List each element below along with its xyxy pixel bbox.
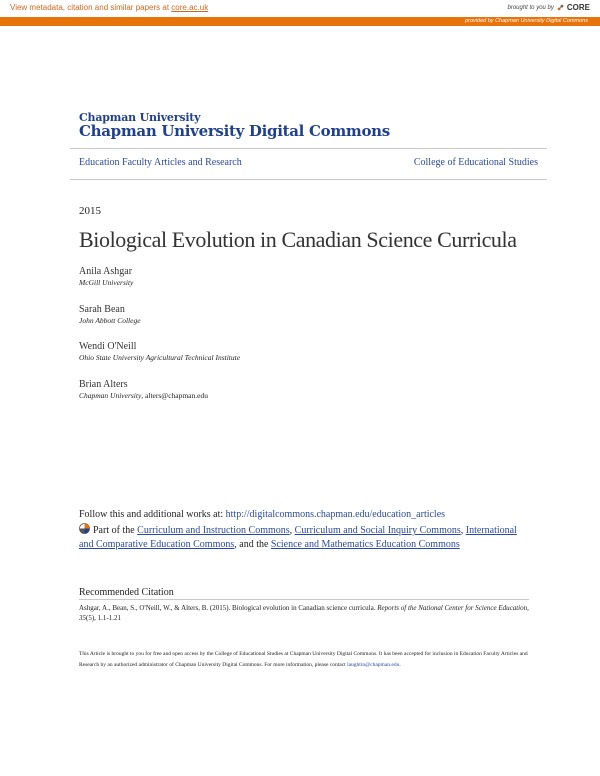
core-metadata-text: View metadata, citation and similar papers at [10, 3, 172, 12]
provided-by-text: provided by Chapman University Digital Commons [465, 18, 588, 24]
citation-text [79, 603, 529, 623]
notice-end: . [399, 661, 401, 668]
author-email: alters@chapman.edu [145, 391, 208, 400]
follow-line [79, 509, 445, 520]
author-affiliation: John Abbott College [79, 316, 141, 325]
contact-email-link[interactable]: laughtin@chapman.edu [347, 661, 400, 668]
commons-link[interactable]: International and Comparative Education Commons [79, 525, 517, 550]
publication-year: 2015 [79, 205, 101, 217]
author-entry [79, 266, 133, 288]
bepress-network-icon [79, 523, 90, 534]
author-name: Wendi O'Neill [79, 341, 137, 352]
core-metadata-notice [10, 3, 208, 12]
provided-by-bar [0, 17, 600, 26]
part-of-prefix: Part of the [93, 525, 138, 536]
separator: , [289, 525, 295, 536]
author-name: Sarah Bean [79, 304, 125, 315]
nav-bottom-divider [70, 179, 547, 180]
commons-link[interactable]: Curriculum and Instruction Commons [137, 525, 290, 536]
recommended-citation-heading: Recommended Citation [79, 587, 174, 598]
author-name: Brian Alters [79, 379, 128, 390]
collection-url-link[interactable]: http://digitalcommons.chapman.edu/education_articles [225, 509, 446, 520]
commons-link[interactable]: Curriculum and Social Inquiry Commons [294, 525, 461, 536]
core-banner [0, 0, 600, 16]
citation-authors-title: Ashgar, A., Bean, S., O'Neill, W., & Alters, B. (2015). Biological evolution in Canadian science curricula. [79, 604, 378, 612]
nav-college-link[interactable]: College of Educational Studies [413, 157, 538, 168]
core-brought-by [508, 3, 591, 12]
author-entry [79, 341, 240, 363]
nav-top-divider [70, 148, 547, 149]
nav-collection-link[interactable]: Education Faculty Articles and Research [79, 157, 242, 168]
core-logo-icon [557, 4, 564, 11]
core-logo-text[interactable]: CORE [566, 3, 590, 12]
repository-name[interactable]: Chapman University Digital Commons [79, 122, 390, 140]
author-entry [79, 379, 208, 401]
follow-prefix: Follow this and additional works at: [79, 509, 226, 520]
author-affiliation-line: Chapman University, alters@chapman.edu [79, 391, 208, 400]
author-name: Anila Ashgar [79, 266, 133, 277]
citation-divider [79, 599, 529, 600]
article-title: Biological Evolution in Canadian Science Curricula [79, 227, 517, 252]
author-affiliation: McGill University [79, 278, 134, 287]
author-affiliation: Chapman University [79, 391, 142, 400]
author-entry [79, 304, 141, 326]
separator: , [460, 525, 466, 536]
citation-journal: Reports of the National Center for Science Education, 35 [79, 604, 529, 622]
notice-text: This Article is brought to you for free and open access by the College of Educational Studies at Chapman University Digital Commons. It has been accepted for inclusion in Education Faculty Articles and Research by an authorized administrator of Chapman University Digital Commons. For more information, please contact [79, 651, 528, 668]
core-link[interactable]: core.ac.uk [171, 3, 209, 12]
separator: , and the [234, 539, 271, 550]
commons-link[interactable]: Science and Mathematics Education Commons [270, 539, 460, 550]
citation-issue: (5), 1.1-1.21 [86, 614, 121, 622]
institution-name[interactable]: Chapman University [79, 111, 201, 124]
open-access-notice [79, 649, 529, 670]
part-of-commons [79, 523, 519, 552]
author-affiliation: Ohio State University Agricultural Technical Institute [79, 353, 241, 362]
brought-by-text: brought to you by [507, 4, 554, 11]
